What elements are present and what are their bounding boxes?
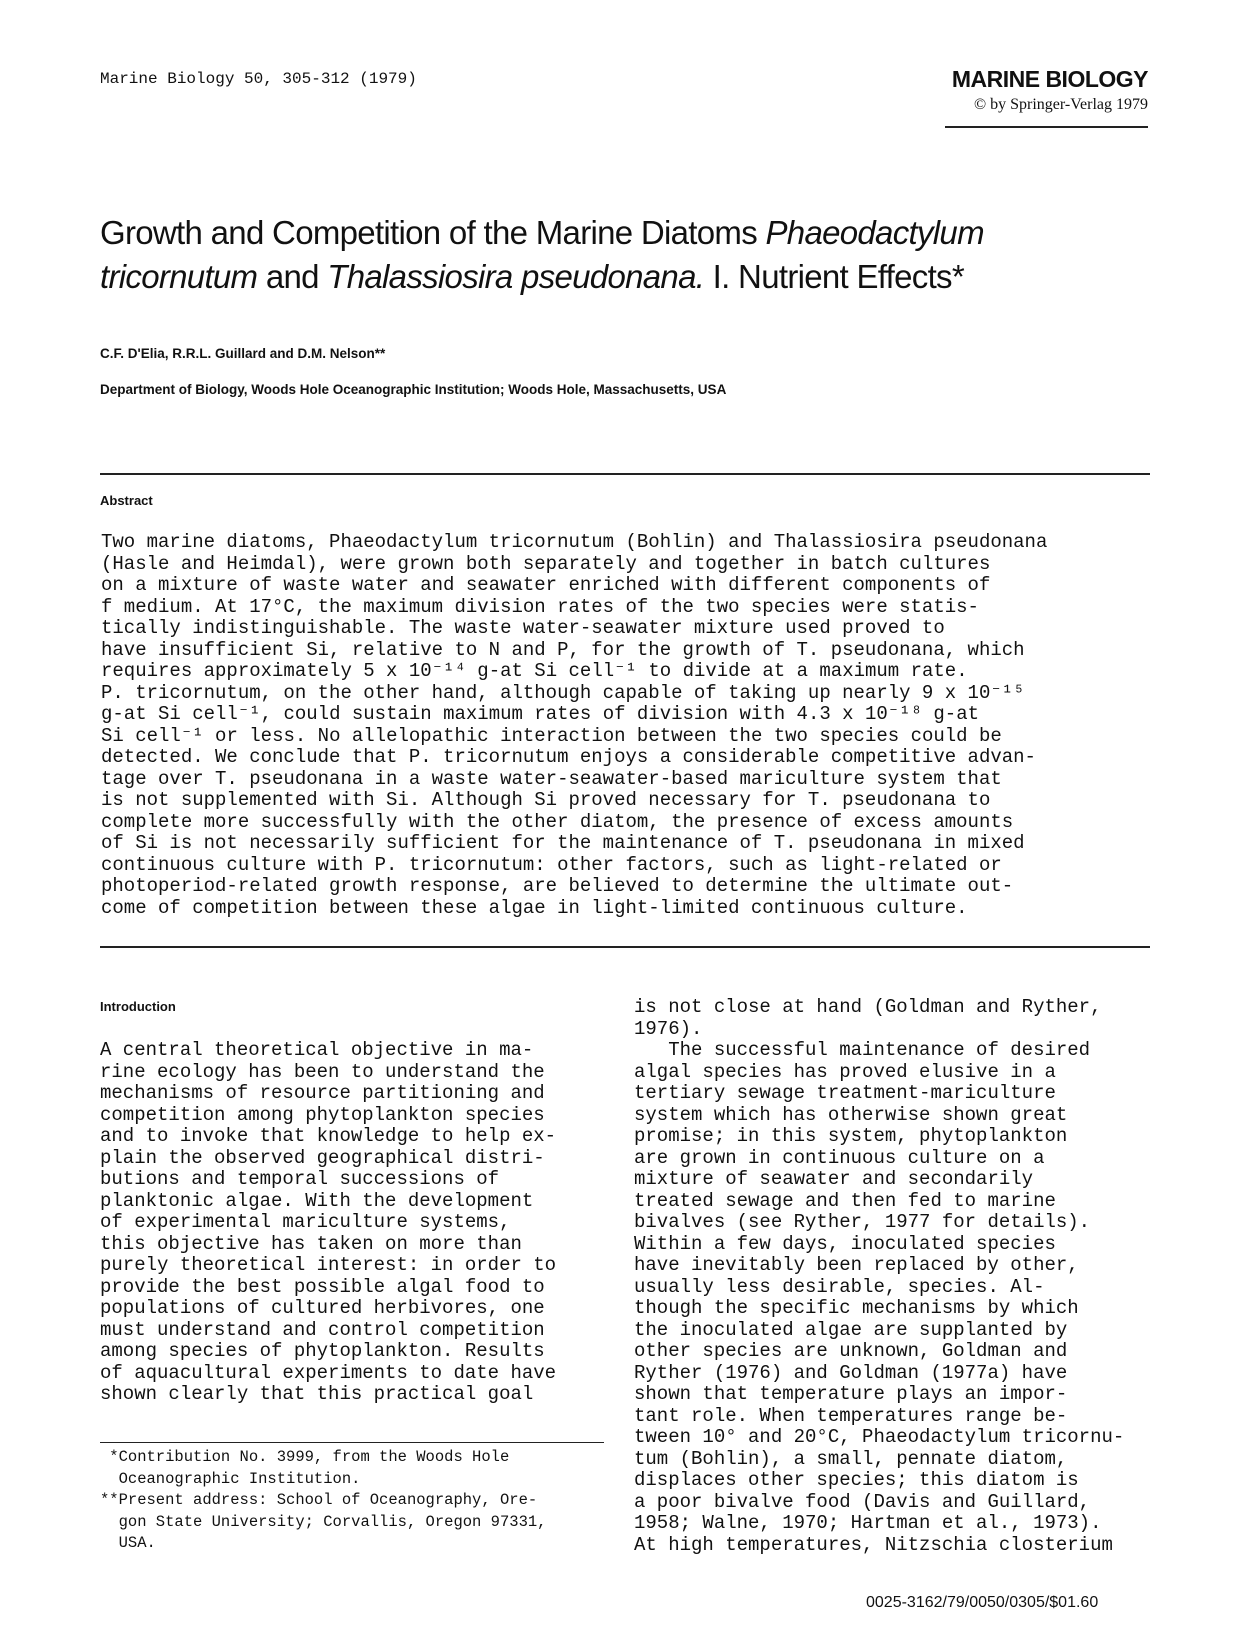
body-line: competition among phytoplankton species <box>100 1103 545 1126</box>
body-line: of experimental mariculture systems, <box>100 1211 511 1233</box>
abstract-line: f medium. At 17°C, the maximum division rates of the two species were statis- <box>101 595 979 618</box>
body-line: tertiary sewage treatment-mariculture <box>634 1082 1056 1104</box>
title-text: and <box>257 258 328 295</box>
publisher-copyright: © by Springer-Verlag 1979 <box>973 96 1148 113</box>
body-line: and to invoke that knowledge to help ex- <box>100 1125 557 1147</box>
body-line: this objective has taken on more than <box>100 1232 522 1255</box>
journal-citation: Marine Biology 50, 305-312 (1979) <box>100 70 417 88</box>
footnotes <box>100 1447 610 1555</box>
body-line: of aquacultural experiments to date have <box>100 1361 557 1384</box>
abstract-line: tage over T. pseudonana in a waste water-seawater-based mariculture system that <box>101 767 1002 790</box>
body-line: populations of cultured herbivores, one <box>100 1297 545 1319</box>
abstract-line: on a mixture of waste water and seawater enriched with different components of <box>101 574 991 596</box>
body-line: are grown in continuous culture on a <box>634 1146 1045 1169</box>
footnote-line: gon State University; Corvallis, Oregon 97331, <box>100 1512 547 1531</box>
body-line: rine ecology has been to understand the <box>100 1060 545 1083</box>
abstract-line: P. tricornutum, on the other hand, although capable of taking up nearly 9 x 10⁻¹⁵ <box>101 681 1025 704</box>
abstract-line: of Si is not necessarily sufficient for the maintenance of T. pseudonana in mixed <box>101 832 1025 854</box>
body-line: provide the best possible algal food to <box>100 1275 545 1298</box>
abstract-line: complete more successfully with the other diatom, the presence of excess amounts <box>101 810 1014 833</box>
authors: C.F. D'Elia, R.R.L. Guillard and D.M. Nelson** <box>100 346 386 361</box>
body-line: purely theoretical interest: in order to <box>100 1254 557 1276</box>
affiliation: Department of Biology, Woods Hole Oceanographic Institution; Woods Hole, Massachusetts, USA <box>100 382 727 397</box>
introduction-heading: Introduction <box>100 999 176 1014</box>
footnote-line: Oceanographic Institution. <box>100 1469 361 1488</box>
title-text: I. Nutrient Effects* <box>704 258 964 295</box>
abstract-line: is not supplemented with Si. Although Si proved necessary for T. pseudonana to <box>101 789 991 811</box>
abstract-line: photoperiod-related growth response, are believed to determine the ultimate out- <box>101 875 1014 897</box>
abstract-line: requires approximately 5 x 10⁻¹⁴ g-at Si cell⁻¹ to divide at a maximum rate. <box>101 660 968 682</box>
journal-name: MARINE BIOLOGY <box>951 66 1148 92</box>
body-line: tant role. When temperatures range be- <box>634 1404 1068 1427</box>
abstract-line: (Hasle and Heimdal), were grown both separately and together in batch cultures <box>101 552 991 575</box>
masthead-divider <box>945 126 1148 128</box>
body-line: have inevitably been replaced by other, <box>634 1254 1079 1276</box>
body-line: shown that temperature plays an impor- <box>634 1383 1068 1405</box>
abstract-top-rule <box>100 473 1150 475</box>
body-line: planktonic algae. With the development <box>100 1189 534 1212</box>
title-line-2 <box>100 255 1160 299</box>
body-line: algal species has proved elusive in a <box>634 1060 1056 1083</box>
body-line: treated sewage and then fed to marine <box>634 1189 1056 1212</box>
body-line: At high temperatures, Nitzschia closterium <box>634 1533 1113 1556</box>
title-species-italic: tricornutum <box>100 258 258 295</box>
introduction-left-column <box>100 1040 610 1406</box>
body-line: tum (Bohlin), a small, pennate diatom, <box>634 1447 1068 1470</box>
title-text: Growth and Competition of the Marine Diatoms <box>100 214 766 251</box>
body-line: displaces other species; this diatom is <box>634 1469 1079 1491</box>
paper-title <box>100 211 1160 299</box>
footnote-line: *Contribution No. 3999, from the Woods Hole <box>100 1448 510 1466</box>
body-line: mixture of seawater and secondarily <box>634 1168 1034 1190</box>
body-line: system which has otherwise shown great <box>634 1103 1068 1126</box>
journal-masthead <box>888 66 1148 114</box>
body-line: tween 10° and 20°C, Phaeodactylum tricornu- <box>634 1426 1125 1448</box>
body-line: promise; in this system, phytoplankton <box>634 1125 1068 1147</box>
abstract-line: have insufficient Si, relative to N and P, for the growth of T. pseudonana, which <box>101 638 1025 661</box>
abstract-heading: Abstract <box>100 493 153 508</box>
abstract-line: detected. We conclude that P. tricornutum enjoys a considerable competitive advan- <box>101 746 1036 768</box>
abstract-body <box>101 532 1121 919</box>
body-line: though the specific mechanisms by which <box>634 1297 1079 1319</box>
abstract-line: come of competition between these algae in light-limited continuous culture. <box>101 896 968 919</box>
footnote-rule <box>100 1442 604 1443</box>
introduction-right-column <box>634 997 1164 1556</box>
body-line: mechanisms of resource partitioning and <box>100 1082 545 1104</box>
body-line: plain the observed geographical distri- <box>100 1146 545 1169</box>
body-line: must understand and control competition <box>100 1318 545 1341</box>
abstract-bottom-rule <box>100 946 1150 948</box>
body-line: Within a few days, inoculated species <box>634 1232 1056 1255</box>
abstract-line: continuous culture with P. tricornutum: other factors, such as light-related or <box>101 853 1002 876</box>
body-line: butions and temporal successions of <box>100 1168 500 1190</box>
body-line: is not close at hand (Goldman and Ryther, <box>634 996 1102 1018</box>
body-line: bivalves (see Ryther, 1977 for details). <box>634 1211 1091 1233</box>
body-line: the inoculated algae are supplanted by <box>634 1318 1068 1341</box>
title-line-1 <box>100 211 1160 255</box>
title-species-italic: Thalassiosira pseudonana. <box>327 258 705 295</box>
body-line: a poor bivalve food (Davis and Guillard, <box>634 1490 1091 1513</box>
body-line: usually less desirable, species. Al- <box>634 1275 1045 1298</box>
body-line: among species of phytoplankton. Results <box>100 1340 545 1362</box>
abstract-line: Si cell⁻¹ or less. No allelopathic interaction between the two species could be <box>101 724 1002 747</box>
body-line: Ryther (1976) and Goldman (1977a) have <box>634 1361 1068 1384</box>
body-line: shown clearly that this practical goal <box>100 1383 534 1405</box>
body-line: 1976). <box>634 1017 703 1040</box>
abstract-line: tically indistinguishable. The waste water-seawater mixture used proved to <box>101 617 945 639</box>
title-species-italic: Phaeodactylum <box>765 214 984 251</box>
article-code: 0025-3162/79/0050/0305/$01.60 <box>866 1594 1099 1611</box>
body-line: The successful maintenance of desired <box>634 1039 1091 1061</box>
footnote-line: **Present address: School of Oceanography, Ore- <box>100 1491 538 1509</box>
body-line: 1958; Walne, 1970; Hartman et al., 1973). <box>634 1512 1102 1534</box>
abstract-line: Two marine diatoms, Phaeodactylum tricornutum (Bohlin) and Thalassiosira pseudonana <box>101 531 1048 553</box>
body-line: other species are unknown, Goldman and <box>634 1340 1068 1362</box>
abstract-line: g-at Si cell⁻¹, could sustain maximum rates of division with 4.3 x 10⁻¹⁸ g-at <box>101 703 980 725</box>
footnote-line: USA. <box>100 1534 156 1552</box>
body-line: A central theoretical objective in ma- <box>100 1039 534 1061</box>
